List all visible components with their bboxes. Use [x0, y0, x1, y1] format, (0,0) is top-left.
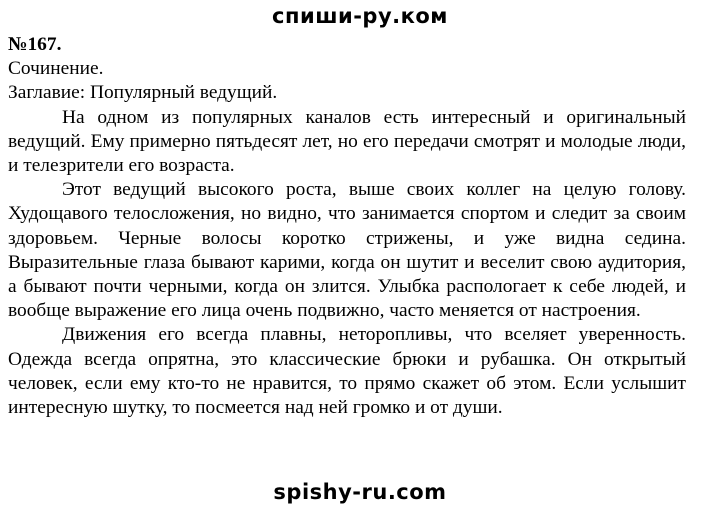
- genre-line: Сочинение.: [8, 58, 104, 80]
- task-number: №167.: [8, 34, 62, 55]
- paragraph-manner: Движения его всегда плавны, неторопливы, что вселяет уверенность. Одежда всегда опрятна, это классические брюки и рубашка. Он открытый человек, если ему кто-то не нравится, то прямо скажет об этом. Если услышит интересную шутку, то посмеется над ней громко и от души.: [8, 324, 686, 419]
- essay-title: Заглавие: Популярный ведущий.: [8, 82, 278, 104]
- essay-document: [8, 33, 686, 420]
- paragraph-appearance: Этот ведущий высокого роста, выше своих коллег на целую голову. Худощавого телосложения, но видно, что занимается спортом и следит за своим здоровьем. Черные волосы коротко стрижены, и уже видна седина. Выразительные глаза бывают карими, когда он шутит и веселит свою аудитория, а бывают почти черными, когда он злится. Улыбка распологает к себе людей, и вообще выражение его лица очень подвижно, часто меняется от настроения.: [8, 179, 686, 322]
- watermark-bottom: spishy-ru.com: [273, 480, 447, 504]
- paragraph-intro: На одном из популярных каналов есть интересный и оригинальный ведущий. Ему примерно пятьдесят лет, но его передачи смотрят и молодые люди, и телезрители его возраста.: [8, 106, 686, 177]
- watermark-top: спиши-ру.ком: [272, 4, 448, 28]
